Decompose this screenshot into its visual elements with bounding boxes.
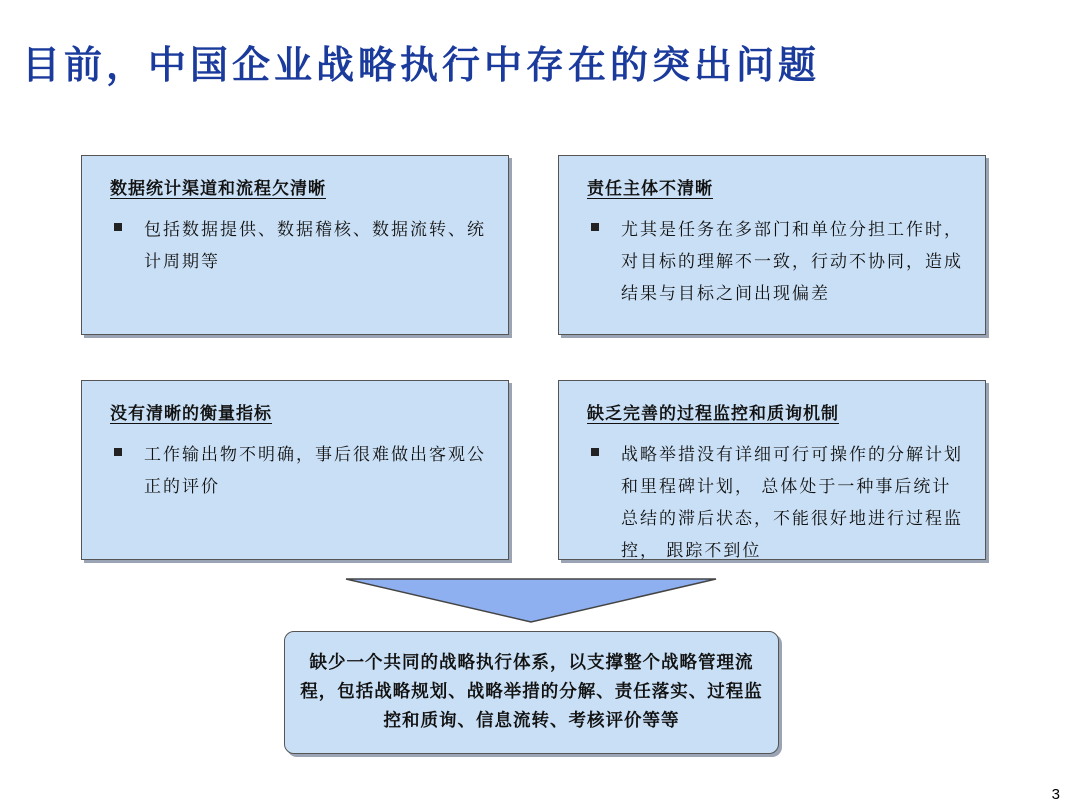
issue-heading: 没有清晰的衡量指标 bbox=[110, 404, 272, 424]
issue-box-responsibility bbox=[558, 155, 986, 335]
page-number: 3 bbox=[1051, 786, 1060, 803]
summary-text: 缺少一个共同的战略执行体系，以支撑整个战略管理流程，包括战略规划、战略举措的分解、责任落实、过程监控和质询、信息流转、考核评价等等 bbox=[300, 653, 763, 731]
square-bullet-icon bbox=[114, 448, 122, 456]
issue-bullet bbox=[114, 214, 490, 278]
issue-bullet-text: 包括数据提供、数据稽核、数据流转、统计周期等 bbox=[144, 220, 486, 272]
issue-heading: 缺乏完善的过程监控和质询机制 bbox=[587, 404, 839, 424]
issue-bullet bbox=[114, 439, 490, 503]
down-arrow-icon bbox=[345, 578, 717, 624]
square-bullet-icon bbox=[591, 448, 599, 456]
issue-bullet-text: 战略举措没有详细可行可操作的分解计划和里程碑计划， 总体处于一种事后统计总结的滞后状态，不能很好地进行过程监控， 跟踪不到位 bbox=[621, 445, 963, 561]
slide-title: 目前，中国企业战略执行中存在的突出问题 bbox=[22, 42, 821, 87]
issue-bullet bbox=[591, 439, 967, 567]
issue-box-data-channels bbox=[81, 155, 509, 335]
square-bullet-icon bbox=[591, 223, 599, 231]
issue-box-metrics bbox=[81, 380, 509, 560]
issue-bullet-text: 尤其是任务在多部门和单位分担工作时，对目标的理解不一致，行动不协同，造成结果与目标之间出现偏差 bbox=[621, 220, 963, 304]
summary-box bbox=[284, 631, 779, 754]
square-bullet-icon bbox=[114, 223, 122, 231]
issue-heading: 责任主体不清晰 bbox=[587, 179, 713, 199]
issue-bullet-text: 工作输出物不明确，事后很难做出客观公正的评价 bbox=[144, 445, 486, 497]
issue-box-monitoring bbox=[558, 380, 986, 560]
issue-bullet bbox=[591, 214, 967, 310]
issue-heading: 数据统计渠道和流程欠清晰 bbox=[110, 179, 326, 199]
